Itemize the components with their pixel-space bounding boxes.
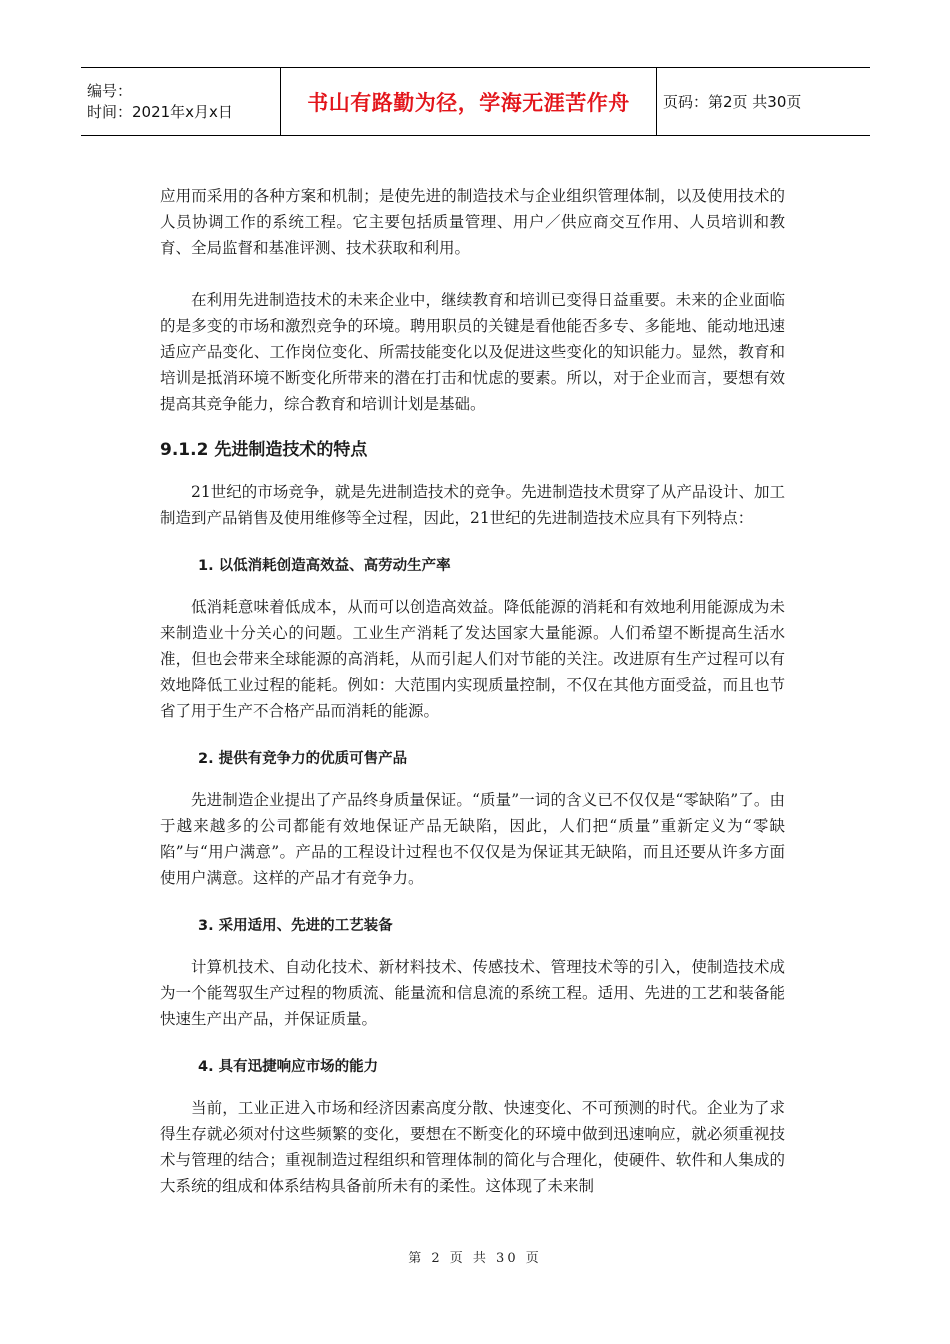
document-number-label: 编号： bbox=[87, 81, 133, 100]
motto-text: 书山有路勤为径，学海无涯苦作舟 bbox=[307, 90, 630, 115]
header-meta bbox=[81, 68, 281, 135]
page-info-text: 页码：第2页 共30页 bbox=[663, 93, 802, 111]
header-motto bbox=[281, 68, 657, 135]
paragraph: 在利用先进制造技术的未来企业中，继续教育和培训已变得日益重要。未来的企业面临的是多变的市场和激烈竞争的环境。聘用职员的关键是看他能否多专、多能地、能动地迅速适应产品变化、工作岗位变化、所需技能变化以及促进这些变化的知识能力。显然，教育和培训是抵消环境不断变化所带来的潜在打击和忧虑的要素。所以，对于企业而言，要想有效提高其竞争能力，综合教育和培训计划是基础。 bbox=[160, 291, 785, 413]
page-footer bbox=[0, 1247, 950, 1266]
subsection-heading: 4. 具有迅捷响应市场的能力 bbox=[198, 1059, 379, 1075]
subsection-heading: 1. 以低消耗创造高效益、高劳动生产率 bbox=[198, 558, 451, 574]
paragraph: 先进制造企业提出了产品终身质量保证。“质量”一词的含义已不仅仅是“零缺陷”了。由于越来越多的公司都能有效地保证产品无缺陷，因此，人们把“质量”重新定义为“零缺陷”与“用户满意”。产品的工程设计过程也不仅仅是为保证其无缺陷，而且还要从许多方面使用户满意。这样的产品才有竞争力。 bbox=[160, 791, 785, 887]
section-heading: 9.1.2 先进制造技术的特点 bbox=[160, 440, 368, 460]
document-body bbox=[160, 183, 785, 1199]
subsection-heading: 3. 采用适用、先进的工艺装备 bbox=[198, 918, 393, 934]
header-page-info bbox=[657, 68, 870, 135]
paragraph: 低消耗意味着低成本，从而可以创造高效益。降低能源的消耗和有效地利用能源成为未来制造业十分关心的问题。工业生产消耗了发达国家大量能源。人们希望不断提高生活水准，但也会带来全球能源的高消耗，从而引起人们对节能的关注。改进原有生产过程可以有效地降低工业过程的能耗。例如：大范围内实现质量控制，不仅在其他方面受益，而且也节省了用于生产不合格产品而消耗的能源。 bbox=[160, 598, 785, 720]
paragraph: 当前，工业正进入市场和经济因素高度分散、快速变化、不可预测的时代。企业为了求得生存就必须对付这些频繁的变化，要想在不断变化的环境中做到迅速响应，就必须重视技术与管理的结合；重视制造过程组织和管理体制的简化与合理化，使硬件、软件和人集成的大系统的组成和体系结构具备前所未有的柔性。这体现了未来制 bbox=[160, 1099, 785, 1195]
document-date: 时间：2021年x月x日 bbox=[87, 102, 233, 121]
page-header bbox=[81, 67, 870, 136]
paragraph: 计算机技术、自动化技术、新材料技术、传感技术、管理技术等的引入，使制造技术成为一个能驾驭生产过程的物质流、能量流和信息流的系统工程。适用、先进的工艺和装备能快速生产出产品，并保证质量。 bbox=[160, 958, 785, 1028]
subsection-heading: 2. 提供有竞争力的优质可售产品 bbox=[198, 751, 408, 767]
paragraph: 应用而采用的各种方案和机制；是使先进的制造技术与企业组织管理体制，以及使用技术的人员协调工作的系统工程。它主要包括质量管理、用户／供应商交互作用、人员培训和教育、全局监督和基准评测、技术获取和利用。 bbox=[160, 187, 785, 257]
paragraph: 21世纪的市场竞争，就是先进制造技术的竞争。先进制造技术贯穿了从产品设计、加工制造到产品销售及使用维修等全过程，因此，21世纪的先进制造技术应具有下列特点： bbox=[160, 483, 785, 527]
footer-page-number: 第 2 页 共 30 页 bbox=[408, 1251, 542, 1266]
